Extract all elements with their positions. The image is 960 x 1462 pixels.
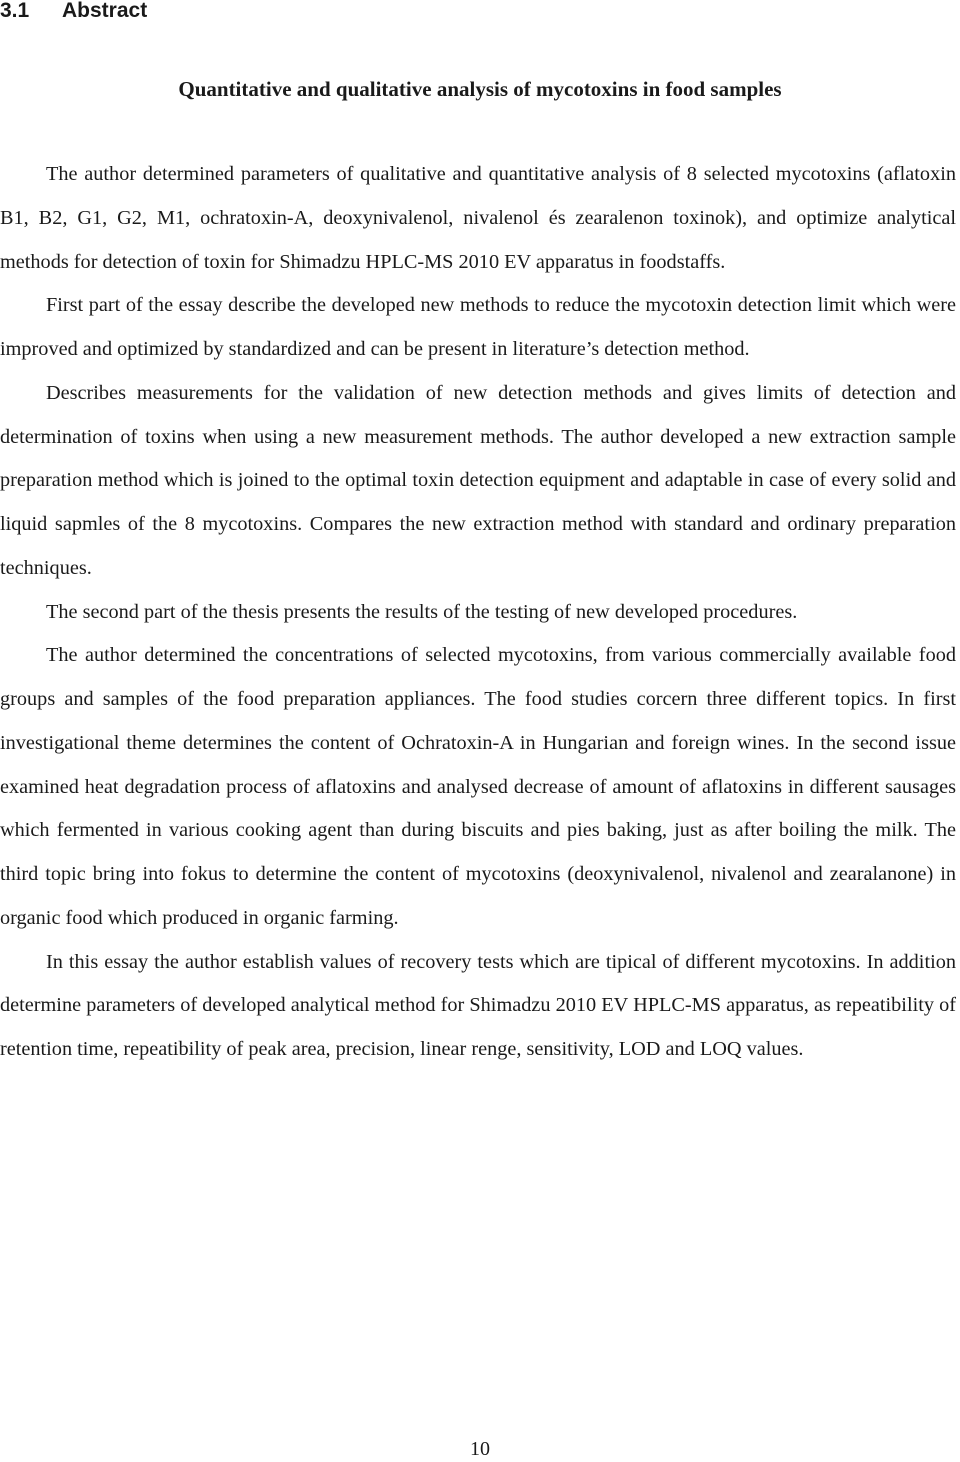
page-number: 10	[470, 1438, 490, 1460]
abstract-body	[0, 153, 956, 1072]
document-title: Quantitative and qualitative analysis of mycotoxins in food samples	[178, 77, 782, 101]
paragraph: The author determined the concentrations of selected mycotoxins, from various commercially available food groups and samples of the food preparation appliances. The food studies corcern three different topics. In first investigational theme determines the content of Ochratoxin-A in Hungarian and foreign wines. In the second issue examined heat degradation process of aflatoxins and analysed decrease of amount of aflatoxins in different sausages which fermented in various cooking agent than during biscuits and pies baking, just as after boiling the milk. The third topic bring into fokus to determine the content of mycotoxins (deoxynivalenol, nivalenol and zearalanone) in organic food which produced in organic farming.	[0, 644, 956, 929]
section-number: 3.1	[0, 0, 30, 22]
paragraph: Describes measurements for the validation of new detection methods and gives limits of detection and determination of toxins when using a new measurement methods. The author developed a new extraction sample preparation method which is joined to the optimal toxin detection equipment and adaptable in case of every solid and liquid sapmles of the 8 mycotoxins. Compares the new extraction method with standard and ordinary preparation techniques.	[0, 381, 956, 579]
paragraph: In this essay the author establish values of recovery tests which are tipical of different mycotoxins. In addition determine parameters of developed analytical method for Shimadzu 2010 EV HPLC-MS apparatus, as repeatibility of retention time, repeatibility of peak area, precision, linear renge, sensitivity, LOD and LOQ values.	[0, 950, 956, 1060]
paragraph: The author determined parameters of qualitative and quantitative analysis of 8 selected mycotoxins (aflatoxin B1, B2, G1, G2, M1, ochratoxin-A, deoxynivalenol, nivalenol és zearalenon toxinok), and optimize analytical methods for detection of toxin for Shimadzu HPLC-MS 2010 EV apparatus in foodstaffs.	[0, 163, 956, 273]
paragraph: The second part of the thesis presents the results of the testing of new developed procedures.	[46, 600, 798, 623]
section-title: Abstract	[62, 0, 148, 22]
section-heading	[0, 0, 147, 28]
paragraph: First part of the essay describe the developed new methods to reduce the mycotoxin detection limit which were improved and optimized by standardized and can be present in literature’s detection method.	[0, 294, 956, 360]
